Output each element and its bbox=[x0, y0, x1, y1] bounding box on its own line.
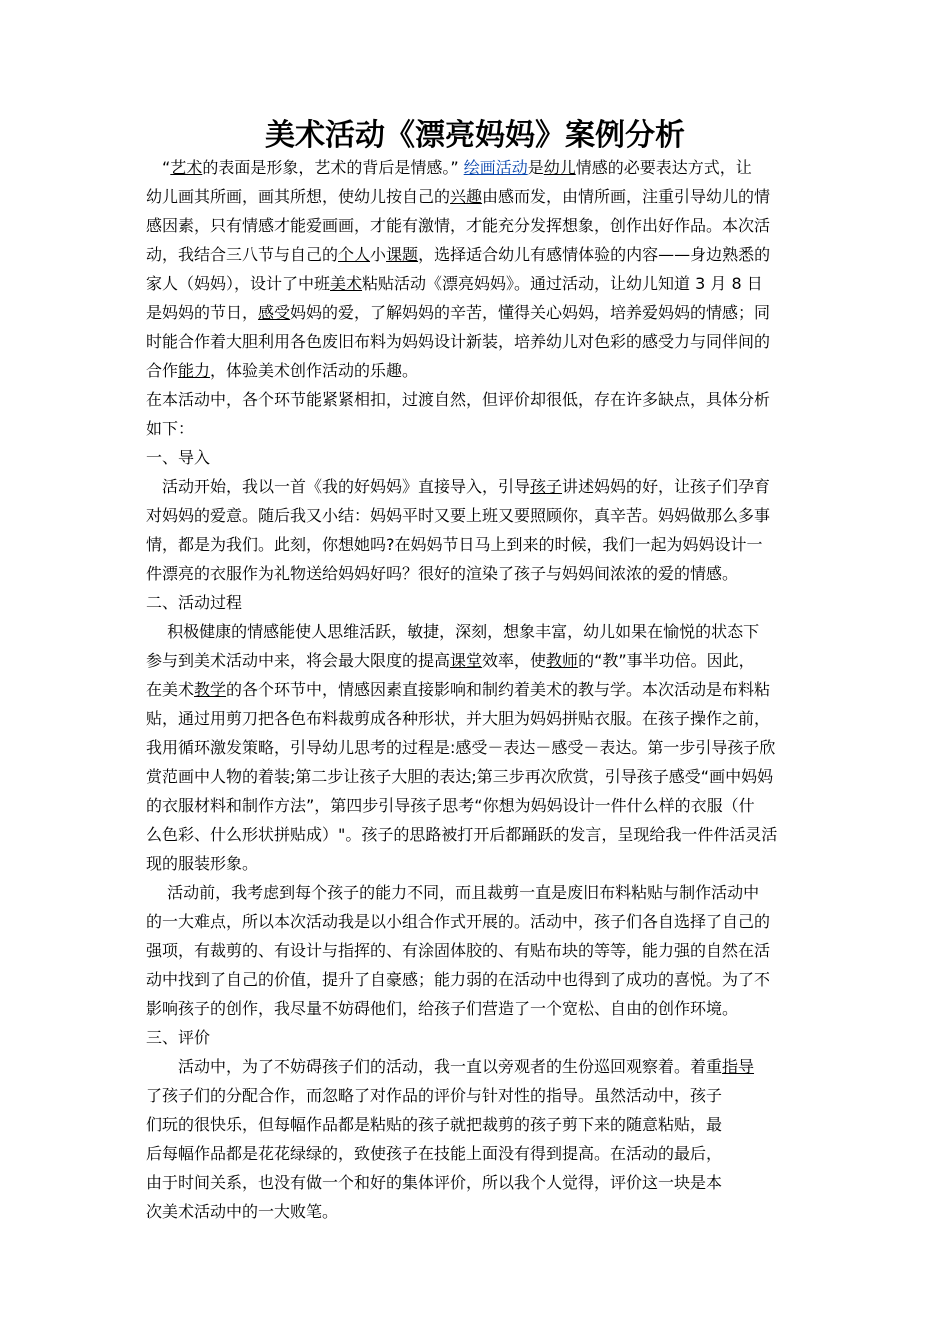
text-span: 合作 bbox=[146, 361, 179, 380]
paragraph-line: 活动前，我考虑到每个孩子的能力不同，而且裁剪一直是废旧布料粘贴与制作活动中 bbox=[146, 883, 760, 902]
paragraph-line bbox=[146, 187, 770, 207]
paragraph-line: 影响孩子的创作，我尽量不妨碍他们，给孩子们营造了一个宽松、自由的创作环境。 bbox=[146, 999, 739, 1018]
text-span: 家人（妈妈），设计了中班 bbox=[146, 274, 331, 293]
paragraph-line: 时能合作着大胆利用各色废旧布料为妈妈设计新装，培养幼儿对色彩的感受力与同伴间的 bbox=[146, 332, 771, 351]
paragraph-line: 积极健康的情感能使人思维活跃，敏捷，深刻，想象丰富，幼儿如果在愉悦的状态下 bbox=[146, 622, 760, 641]
paragraph-line: 如下： bbox=[146, 419, 195, 438]
text-span: 参与到美术活动中来，将会最大限度的提高 bbox=[146, 651, 451, 670]
term-kids: 孩子 bbox=[530, 477, 563, 496]
paragraph-line: 的一大难点，所以本次活动我是以小组合作式开展的。活动中，孩子们各自选择了自己的 bbox=[146, 912, 771, 931]
paragraph-line bbox=[146, 680, 770, 700]
paragraph-line bbox=[146, 477, 770, 497]
text-span: 由感而发，由情所画，注重引导幼儿的情 bbox=[482, 187, 771, 206]
text-span: 动，我结合三八节与自己的 bbox=[146, 245, 339, 264]
text-span: ，体验美术创作活动的乐趣。 bbox=[210, 361, 419, 380]
term-personal: 个人 bbox=[338, 245, 371, 264]
link-painting-activity[interactable]: 绘画活动 bbox=[463, 158, 528, 177]
paragraph-line bbox=[146, 651, 755, 671]
paragraph-line: 次美术活动中的一大败笔。 bbox=[146, 1202, 339, 1221]
paragraph-line: 对妈妈的爱意。随后我又小结：妈妈平时又要上班又要照顾你，真辛苦。妈妈做那么多事 bbox=[146, 506, 771, 525]
paragraph-line: 的衣服材料和制作方法”，第四步引导孩子思考“你想为妈妈设计一件什么样的衣服（什 bbox=[146, 796, 755, 815]
paragraph-line bbox=[146, 274, 763, 294]
paragraph-line: 贴，通过用剪刀把各色布料裁剪成各种形状，并大胆为妈妈拼贴衣服。在孩子操作之前， bbox=[146, 709, 771, 728]
paragraph-line bbox=[146, 245, 770, 265]
term-feel: 感受 bbox=[258, 303, 291, 322]
paragraph-line: 感因素，只有情感才能爱画画，才能有激情，才能充分发挥想象，创作出好作品。本次活 bbox=[146, 216, 771, 235]
section-heading: 三、评价 bbox=[146, 1028, 211, 1047]
text-span: 的各个环节中，情感因素直接影响和制约着美术的教与学。本次活动是布料粘 bbox=[226, 680, 771, 699]
text-span: 粘贴活动《漂亮妈妈》。通过活动，让幼儿知道 3 月 8 日 bbox=[362, 274, 763, 293]
text-span: 是妈妈的节日， bbox=[146, 303, 259, 322]
document-title: 美术活动《漂亮妈妈》案例分析 bbox=[265, 118, 685, 153]
text-span: 是 bbox=[527, 158, 544, 177]
term-art: 艺术 bbox=[170, 158, 203, 177]
text-span: 活动中，为了不妨碍孩子们的活动，我一直以旁观者的生份巡回观察着。着重 bbox=[146, 1057, 723, 1076]
text-span: 讲述妈妈的好，让孩子们孕育 bbox=[562, 477, 771, 496]
paragraph-line: 件漂亮的衣服作为礼物送给妈妈好吗？很好的渲染了孩子与妈妈间浓浓的爱的情感。 bbox=[146, 564, 739, 583]
text-span: 效率，使 bbox=[482, 651, 547, 670]
term-guidance: 指导 bbox=[722, 1057, 755, 1076]
text-span: 在美术 bbox=[146, 680, 195, 699]
section-heading: 二、活动过程 bbox=[146, 593, 243, 612]
term-interest: 兴趣 bbox=[450, 187, 483, 206]
paragraph-line bbox=[146, 1057, 754, 1077]
text-span: 的“教”事半功倍。因此， bbox=[578, 651, 755, 670]
paragraph-line: 后每幅作品都是花花绿绿的，致使孩子在技能上面没有得到提高。在活动的最后， bbox=[146, 1144, 723, 1163]
term-ability: 能力 bbox=[178, 361, 211, 380]
text-span: 小 bbox=[370, 245, 387, 264]
paragraph-line bbox=[146, 361, 418, 381]
paragraph-line: 强项，有裁剪的、有设计与指挥的、有涂固体胶的、有贴布块的等等，能力强的自然在活 bbox=[146, 941, 771, 960]
paragraph-line bbox=[146, 303, 770, 323]
paragraph-line: 们玩的很快乐，但每幅作品都是粘贴的孩子就把裁剪的孩子剪下来的随意粘贴，最 bbox=[146, 1115, 723, 1134]
paragraph-line: 赏范画中人物的着装;第二步让孩子大胆的表达;第三步再次欣赏，引导孩子感受“画中妈妈 bbox=[146, 767, 774, 786]
paragraph-line: 情，都是为我们。此刻，你想她吗?在妈妈节日马上到来的时候，我们一起为妈妈设计一 bbox=[146, 535, 763, 554]
section-heading: 一、导入 bbox=[146, 448, 211, 467]
text-span: 情感的必要表达方式，让 bbox=[575, 158, 752, 177]
paragraph-line: 动中找到了自己的价值，提升了自豪感；能力弱的在活动中也得到了成功的喜悦。为了不 bbox=[146, 970, 771, 989]
paragraph-line: 由于时间关系，也没有做一个和好的集体评价，所以我个人觉得，评价这一块是本 bbox=[146, 1173, 723, 1192]
paragraph-line: 我用循环激发策略，引导幼儿思考的过程是:感受－表达－感受－表达。第一步引导孩子欣 bbox=[146, 738, 776, 757]
text-span: 活动开始，我以一首《我的好妈妈》直接导入，引导 bbox=[146, 477, 531, 496]
text-span: ，选择适合幼儿有感情体验的内容——身边熟悉的 bbox=[418, 245, 771, 264]
term-classroom: 课堂 bbox=[450, 651, 483, 670]
text-span: 幼儿画其所画，画其所想，使幼儿按自己的 bbox=[146, 187, 451, 206]
term-teacher: 教师 bbox=[546, 651, 579, 670]
paragraph-line: 了孩子们的分配合作，而忽略了对作品的评价与针对性的指导。虽然活动中，孩子 bbox=[146, 1086, 723, 1105]
text-span: 妈妈的爱，了解妈妈的辛苦，懂得关心妈妈，培养爱妈妈的情感；同 bbox=[290, 303, 771, 322]
term-teaching: 教学 bbox=[194, 680, 227, 699]
term-fine-art: 美术 bbox=[330, 274, 363, 293]
term-topic: 课题 bbox=[386, 245, 419, 264]
text-span: 的表面是形象，艺术的背后是情感。” bbox=[202, 158, 464, 177]
paragraph-line: 在本活动中，各个环节能紧紧相扣，过渡自然，但评价却很低，存在许多缺点，具体分析 bbox=[146, 390, 771, 409]
paragraph-line bbox=[146, 158, 752, 178]
text-span: “ bbox=[146, 158, 171, 177]
paragraph-line: 现的服装形象。 bbox=[146, 854, 259, 873]
term-child: 幼儿 bbox=[543, 158, 576, 177]
paragraph-line: 么色彩、什么形状拼贴成）"。孩子的思路被打开后都踊跃的发言，呈现给我一件件活灵活 bbox=[146, 825, 778, 844]
